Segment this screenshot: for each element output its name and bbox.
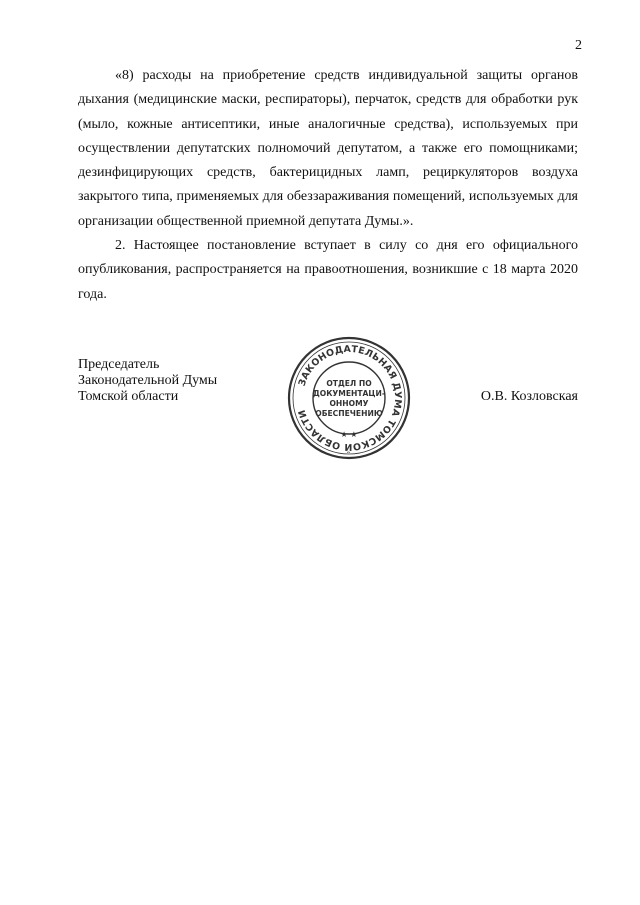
- signer-title-line: Председатель: [78, 357, 160, 372]
- stamp-inner-ring: [313, 362, 385, 434]
- page-number: 2: [575, 38, 582, 53]
- signer-title-line: Законодательной Думы: [78, 373, 218, 388]
- paragraph-amendment: «8) расходы на приобретение средств индивидуальной защиты органов дыхания (медицинские маски, респираторы), перчаток, средств для обработки рук (мыло, кожные антисептики, иные аналогичные средства), используемых при осуществлении депутатских полномочий депутатом, а также его помощниками; дезинфицирующих средств, бактерицидных ламп, рециркуляторов воздуха закрытого типа, применяемых для обеззараживания помещений, используемых для организации общественной приемной депутата Думы.».: [78, 68, 578, 229]
- official-stamp: [284, 333, 414, 463]
- stamp-outer-ring: [289, 338, 409, 458]
- paragraph-effective-date: 2. Настоящее постановление вступает в силу со дня его официального опубликования, распространяется на правоотношения, возникшие с 18 марта 2020 года.: [78, 238, 578, 302]
- document-body: [78, 64, 578, 307]
- stamp-star-icon: ★ ★: [340, 430, 358, 439]
- signer-title: [78, 357, 217, 405]
- stamp-ring-text: ЗАКОНОДАТЕЛЬНАЯ ДУМА ТОМСКОЙ ОБЛАСТИ: [296, 343, 404, 453]
- signer-title-line: Томской области: [78, 389, 179, 404]
- signature-block: [78, 343, 578, 477]
- signer-name: О.В. Козловская: [480, 389, 578, 404]
- stamp-center-line: ОТДЕЛ ПО: [326, 379, 372, 388]
- stamp-center-line: ОБЕСПЕЧЕНИЮ: [315, 409, 383, 418]
- stamp-center-line: ОННОМУ: [329, 399, 369, 408]
- stamp-center-line: ДОКУМЕНТАЦИ-: [313, 389, 385, 398]
